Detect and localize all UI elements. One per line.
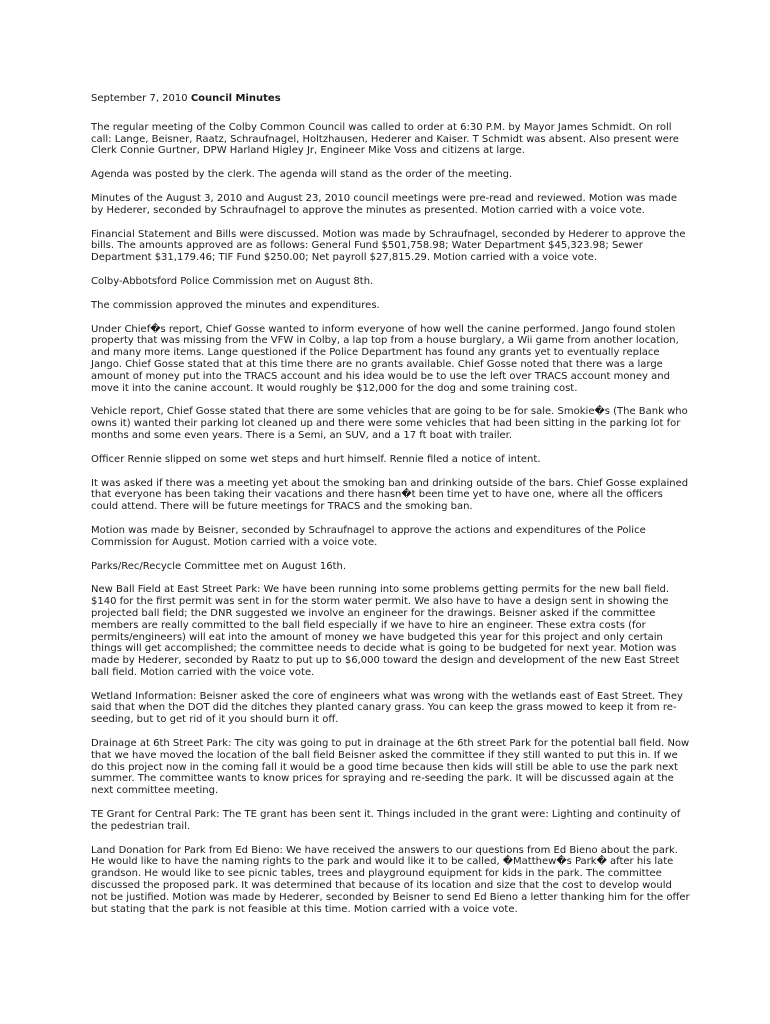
paragraph-te-grant: TE Grant for Central Park: The TE grant has been sent it. Things included in the grant were: Lighting and continuity of the pedestrian trail. (91, 809, 681, 832)
document-page (91, 93, 691, 927)
paragraph-wetland: Wetland Information: Beisner asked the core of engineers what was wrong with the wetlands east of East Street. They said that when the DOT did the ditches they planted canary grass. You can keep the grass mowed to keep it from re-seeding, but to get rid of it you should burn it off. (91, 690, 683, 726)
paragraph-smoking-ban: It was asked if there was a meeting yet about the smoking ban and drinking outside of the bars. Chief Gosse explained that everyone has been taking their vacations and there hasn�t been time yet to have one, where all the officers could attend. There will be future meetings for TRACS and the smoking ban. (91, 477, 689, 513)
paragraph-vehicle-report: Vehicle report, Chief Gosse stated that there are some vehicles that are going to be for sale. Smokie�s (The Bank who owns it) wanted their parking lot cleaned up and there were some vehicles that had been sitting in the parking lot for months and some even years. There is a Semi, an SUV, and a 17 ft boat with trailer. (91, 406, 688, 441)
paragraph-drainage: Drainage at 6th Street Park: The city was going to put in drainage at the 6th street Park for the potential ball field. Now that we have moved the location of the ball field Beisner asked the committee if they still wanted to put this in. If we do this project now in the coming fall it would be a good time because then kids will still be able to use the park next summer. The committee wants to know prices for spraying and re-seeding the park. It will be discussed again at the next committee meeting. (91, 738, 690, 797)
paragraph-police-motion: Motion was made by Beisner, seconded by Schraufnagel to approve the actions and expenditures of the Police Commission for August. Motion carried with a voice vote. (91, 524, 646, 548)
paragraph-police-commission: Colby-Abbotsford Police Commission met on August 8th. (91, 275, 374, 287)
paragraph-call-to-order: The regular meeting of the Colby Common Council was called to order at 6:30 P.M. by Mayor James Schmidt. On roll call: Lange, Beisner, Raatz, Schraufnagel, Holtzhausen, Hederer and Kaiser. T Schmidt was absent. Also present were Clerk Connie Gurtner, DPW Harland Higley Jr, Engineer Mike Voss and citizens at large. (91, 121, 679, 157)
paragraph-officer-rennie: Officer Rennie slipped on some wet steps and hurt himself. Rennie filed a notice of intent. (91, 453, 541, 465)
paragraph-minutes: Minutes of the August 3, 2010 and August 23, 2010 council meetings were pre-read and reviewed. Motion was made by Hederer, seconded by Schraufnagel to approve the minutes as presented. Motion carried with a voice vote. (91, 192, 678, 216)
paragraph-new-ball-field: New Ball Field at East Street Park: We have been running into some problems getting permits for the new ball field. $140 for the first permit was sent in for the storm water permit. We also have to have a design sent in showing the projected ball field; the DNR suggested we involve an engineer for the drawings. Beisner asked if the committee members are really committed to the ball field especially if we have to hire an engineer. These extra costs (for permits/engineers) will eat into the amount of money we have budgeted this year for this project and only certain things will get accomplished; the committee needs to decide what is going to be budgeted for next year. Motion was made by Hederer, seconded by Raatz to put up to $6,000 toward the design and development of the new East Street ball field. Motion carried with the voice vote. (91, 584, 680, 678)
paragraph-parks-committee: Parks/Rec/Recycle Committee met on August 16th. (91, 560, 347, 572)
paragraph-chief-report: Under Chief�s report, Chief Gosse wanted to inform everyone of how well the canine performed. Jango found stolen property that was missing from the VFW in Colby, a lap top from a house burglary, a Wii game from another location, and many more items. Lange questioned if the Police Department has found any grants yet to eventually replace Jango. Chief Gosse stated that at this time there are no grants available. Chief Gosse noted that there was a large amount of money put into the TRACS account and his idea would be to use the left over TRACS account money and move it into the canine account. It would roughly be $12,000 for the dog and some training cost. (91, 323, 679, 394)
paragraph-financial: Financial Statement and Bills were discussed. Motion was made by Schraufnagel, seconded by Hederer to approve the bills. The amounts approved are as follows: General Fund $501,758.98; Water Department $45,323.98; Sewer Department $31,179.46; TIF Fund $250.00; Net payroll $27,815.29. Motion carried with a voice vote. (91, 228, 686, 264)
paragraph-land-donation: Land Donation for Park from Ed Bieno: We have received the answers to our questions from Ed Bieno about the park. He would like to have the naming rights to the park and would like it to be called, �Matthew�s Park� after his late grandson. He would like to see picnic tables, trees and playground equipment for kids in the park. The committee discussed the proposed park. It was determined that because of its location and size that the cost to develop would not be justified. Motion was made by Hederer, seconded by Beisner to send Ed Bieno a letter thanking him for the offer but stating that the park is not feasible at this time. Motion carried with a voice vote. (91, 844, 690, 915)
paragraph-commission-approved: The commission approved the minutes and expenditures. (91, 299, 380, 311)
meeting-date: September 7, 2010 (91, 93, 188, 104)
paragraph-agenda: Agenda was posted by the clerk. The agenda will stand as the order of the meeting. (91, 169, 513, 181)
document-title: Council Minutes (190, 93, 281, 104)
title-line (91, 93, 691, 105)
